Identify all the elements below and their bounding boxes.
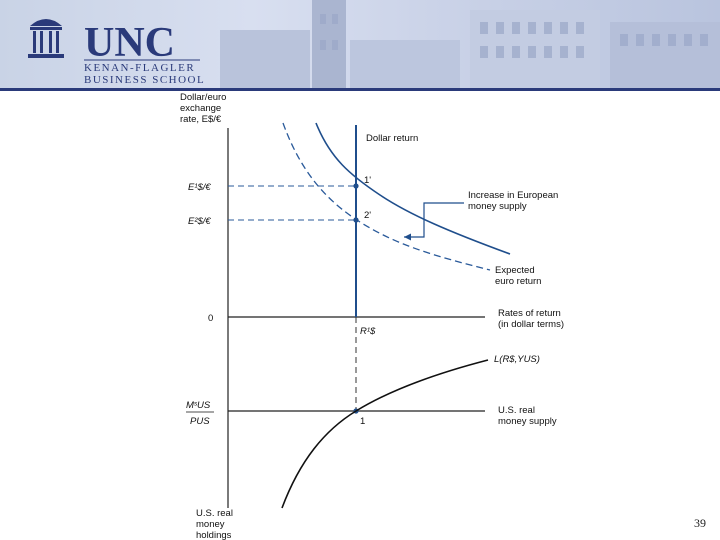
point-2prime-label: 2' — [364, 210, 372, 221]
logo-main-text: UNC — [84, 20, 175, 66]
bottom-axis-label-line-1: U.S. real — [196, 508, 233, 519]
real-money-supply-label-line-1: U.S. real — [498, 405, 535, 416]
arrow-note-line-2: money supply — [468, 201, 527, 212]
shift-arrow — [404, 203, 464, 237]
zero-label: 0 — [208, 313, 214, 324]
logo-line-2: BUSINESS SCHOOL — [84, 74, 206, 86]
ms-numerator-label: MˢUS — [186, 400, 211, 411]
exchange-rate-money-diagram — [0, 91, 720, 540]
real-money-supply-label-line-2: money supply — [498, 416, 557, 427]
x-axis-label-line-1: Rates of return — [498, 308, 561, 319]
expected-euro-return-curve-shifted — [283, 123, 490, 270]
point-1-label: 1 — [360, 416, 366, 427]
e2-label: E²$/€ — [188, 216, 211, 227]
arrow-note-line-1: Increase in European — [468, 190, 559, 201]
money-demand-curve — [282, 360, 488, 508]
x-axis-label-line-2: (in dollar terms) — [498, 319, 564, 330]
r-dollar-label: R¹$ — [360, 326, 376, 337]
money-demand-label: L(R$,YUS) — [494, 354, 540, 365]
point-2prime — [353, 217, 358, 222]
dollar-return-label: Dollar return — [366, 133, 419, 144]
ms-denominator-label: PUS — [190, 416, 210, 427]
expected-euro-return-line-1: Expected — [495, 265, 535, 276]
bottom-axis-label-line-2: money — [196, 519, 225, 530]
logo-line-1: KENAN-FLAGLER — [84, 62, 196, 74]
y-axis-label-line-3: rate, E$/€ — [180, 114, 222, 125]
page-number: 39 — [694, 516, 706, 530]
e1-label: E¹$/€ — [188, 182, 211, 193]
header-banner — [0, 0, 720, 88]
point-1prime — [353, 183, 358, 188]
y-axis-label-line-2: exchange — [180, 103, 222, 114]
y-axis-label-line-1: Dollar/euro — [180, 92, 227, 103]
bottom-axis-label-line-3: holdings — [196, 530, 232, 540]
point-1prime-label: 1' — [364, 175, 372, 186]
campus-photo-backdrop — [0, 0, 720, 88]
expected-euro-return-line-2: euro return — [495, 276, 542, 287]
old-well-logo-icon — [28, 19, 64, 58]
